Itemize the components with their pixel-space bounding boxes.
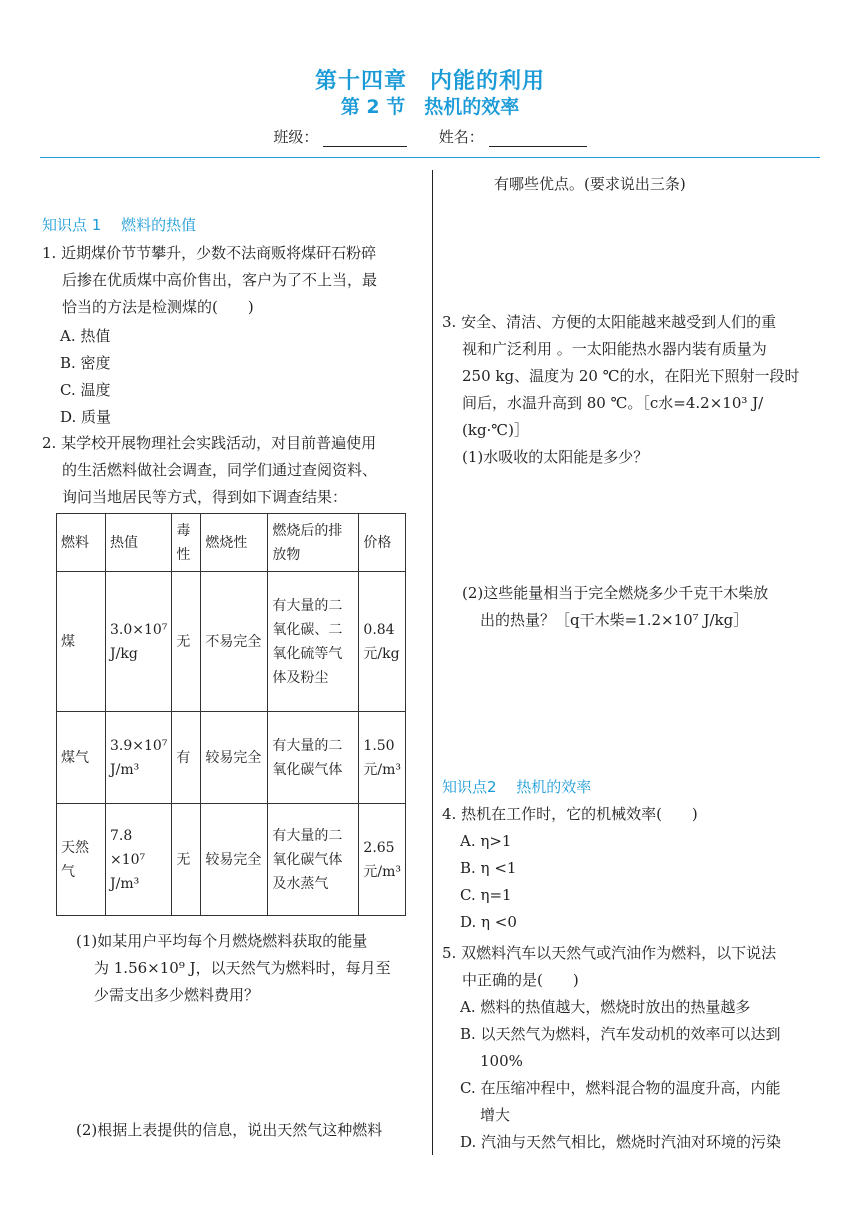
q5-option-a[interactable]: A. 燃料的热值越大，燃烧时放出的热量越多 <box>460 998 751 1016</box>
q2-line: 询问当地居民等方式，得到如下调查结果： <box>62 488 348 506</box>
header-cell: 毒性 <box>172 514 201 572</box>
question-2-part-2: (2)根据上表提供的信息，说出天然气这种燃料 <box>76 1121 383 1139</box>
header-cell: 价格 <box>359 514 406 572</box>
table-cell: 较易完全 <box>201 712 268 804</box>
q2-line: 2. 某学校开展物理社会实践活动，对目前普遍使用 <box>42 434 377 452</box>
table-cell: 不易完全 <box>201 572 268 712</box>
q3-line: 视和广泛利用 。一太阳能热水器内装有质量为 <box>462 340 767 358</box>
table-cell: 有 <box>172 712 201 804</box>
question-5 <box>442 940 826 1156</box>
question-2-part-1 <box>76 928 426 1009</box>
table-cell: 有大量的二氧化碳气体 <box>268 712 359 804</box>
header-cell: 燃烧性 <box>201 514 268 572</box>
q3-line: 间后，水温升高到 80 ℃。［c水=4.2×10³ J/ <box>462 394 764 412</box>
class-label: 班级： <box>273 128 319 146</box>
section-title: 第 2 节 热机的效率 <box>340 96 520 118</box>
table-cell: 煤 <box>57 572 106 712</box>
name-label: 姓名： <box>438 128 484 146</box>
table-cell: 3.9×10⁷ J/m³ <box>106 712 172 804</box>
table-cell: 有大量的二氧化碳气体及水蒸气 <box>268 804 359 916</box>
q3-part-1: (1)水吸收的太阳能是多少？ <box>462 448 649 466</box>
question-3-part-2 <box>462 580 826 634</box>
table-cell: 天然气 <box>57 804 106 916</box>
q4-option-a[interactable]: A. η>1 <box>460 832 512 850</box>
table-cell: 煤气 <box>57 712 106 804</box>
header-divider <box>40 157 820 158</box>
q2-1-line: 为 1.56×10⁹ J，以天然气为燃料时，每月至 <box>94 959 391 977</box>
table-header-row <box>57 514 406 572</box>
table-row <box>57 572 406 712</box>
table-cell: 无 <box>172 572 201 712</box>
table-row <box>57 712 406 804</box>
q4-option-b[interactable]: B. η <1 <box>460 859 517 877</box>
q5-option-b[interactable]: B. 以天然气为燃料，汽车发动机的效率可以达到 <box>460 1025 781 1043</box>
q3-2-line: (2)这些能量相当于完全燃烧多少千克干木柴放 <box>462 584 769 602</box>
q5-option-d[interactable]: D. 汽油与天然气相比，燃烧时汽油对环境的污染 <box>460 1133 782 1151</box>
q1-line: 恰当的方法是检测煤的( ) <box>62 298 254 316</box>
knowledge-point-2: 知识点2 热机的效率 <box>442 778 592 796</box>
q2-1-line: 少需支出多少燃料费用？ <box>94 986 260 1004</box>
table-cell: 0.84元/kg <box>359 572 406 712</box>
table-cell: 有大量的二氧化碳、二氧化硫等气体及粉尘 <box>268 572 359 712</box>
q2-2-continuation: 有哪些优点。(要求说出三条) <box>494 175 686 193</box>
class-name-line <box>0 126 860 147</box>
name-blank[interactable] <box>489 128 587 147</box>
table-cell: 1.50元/m³ <box>359 712 406 804</box>
table-cell: 2.65元/m³ <box>359 804 406 916</box>
q5-option-b-cont: 100% <box>480 1052 523 1070</box>
q2-1-line: (1)如某用户平均每个月燃烧燃料获取的能量 <box>76 932 368 950</box>
q3-2-line: 出的热量？［q干木柴=1.2×10⁷ J/kg］ <box>480 611 749 629</box>
header-cell: 热值 <box>106 514 172 572</box>
chapter-title: 第十四章 内能的利用 <box>314 69 545 94</box>
question-1 <box>42 240 427 431</box>
q3-line: 250 kg、温度为 20 ℃的水，在阳光下照射一段时 <box>462 367 800 385</box>
q1-option-c[interactable]: C. 温度 <box>60 381 111 399</box>
question-4 <box>442 801 826 936</box>
table-cell: 3.0×10⁷ J/kg <box>106 572 172 712</box>
q1-line: 1. 近期煤价节节攀升，少数不法商贩将煤矸石粉碎 <box>42 244 377 262</box>
q3-line: (kg·℃)］ <box>462 421 529 439</box>
table-cell: 较易完全 <box>201 804 268 916</box>
table-row <box>57 804 406 916</box>
q1-line: 后掺在优质煤中高价售出，客户为了不上当，最 <box>62 271 378 289</box>
fuel-survey-table <box>56 513 406 916</box>
class-blank[interactable] <box>323 128 407 147</box>
q4-stem: 4. 热机在工作时，它的机械效率( ) <box>442 805 698 823</box>
q1-option-a[interactable]: A. 热值 <box>60 327 111 345</box>
q5-option-c-cont: 增大 <box>480 1106 511 1124</box>
table-cell: 7.8 ×10⁷ J/m³ <box>106 804 172 916</box>
q1-option-b[interactable]: B. 密度 <box>60 354 111 372</box>
question-2 <box>42 430 427 511</box>
q3-line: 3. 安全、清洁、方便的太阳能越来越受到人们的重 <box>442 313 777 331</box>
q1-option-d[interactable]: D. 质量 <box>60 408 112 426</box>
q5-stem-line: 中正确的是( ) <box>462 971 579 989</box>
column-divider <box>432 170 433 1155</box>
question-3 <box>442 309 826 471</box>
q5-option-c[interactable]: C. 在压缩冲程中，燃料混合物的温度升高，内能 <box>460 1079 781 1097</box>
q4-option-d[interactable]: D. η <0 <box>460 913 517 931</box>
knowledge-point-1: 知识点 1 燃料的热值 <box>42 216 197 234</box>
q4-option-c[interactable]: C. η=1 <box>460 886 512 904</box>
q2-line: 的生活燃料做社会调查，同学们通过查阅资料、 <box>62 461 378 479</box>
table-cell: 无 <box>172 804 201 916</box>
header-cell: 燃烧后的排放物 <box>268 514 359 572</box>
header-cell: 燃料 <box>57 514 106 572</box>
q5-stem-line: 5. 双燃料汽车以天然气或汽油作为燃料，以下说法 <box>442 944 777 962</box>
